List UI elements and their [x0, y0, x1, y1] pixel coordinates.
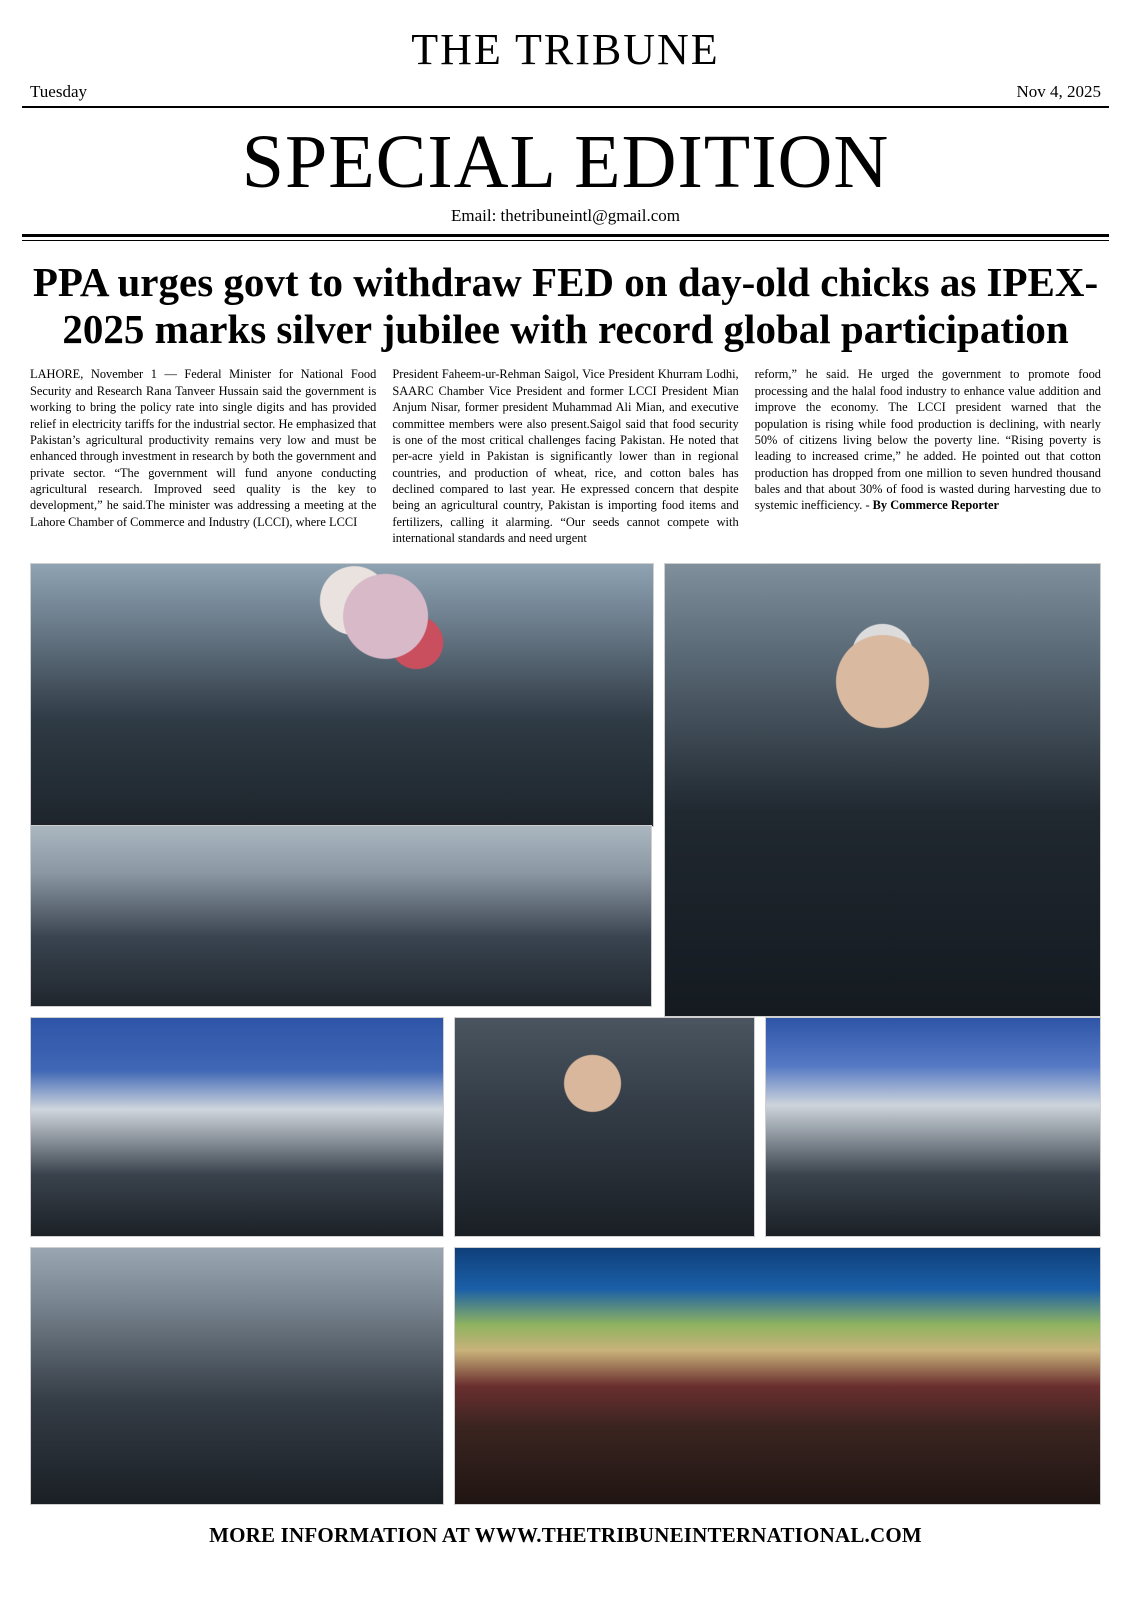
masthead-date: Nov 4, 2025 — [1016, 82, 1101, 101]
photo-stall-visit — [30, 1247, 444, 1505]
article-column-3 — [755, 366, 1101, 546]
photo-delegation-walk — [30, 825, 652, 1007]
masthead-title: THE TRIBUNE — [411, 25, 720, 74]
photo-row-3 — [30, 1017, 1101, 1237]
photo-speaker-at-podium — [664, 563, 1101, 1017]
photo-row-2 — [30, 825, 652, 1007]
photo-grid — [22, 557, 1109, 1505]
footer-note: MORE INFORMATION AT WWW.THETRIBUNEINTERNATIONAL.COM — [209, 1522, 922, 1547]
photo-panel-stage — [454, 1247, 1101, 1505]
masthead-day: Tuesday — [30, 82, 87, 101]
photo-speaker-waving — [454, 1017, 755, 1237]
masthead — [22, 0, 1109, 241]
photo-shield-presentation-left — [30, 1017, 444, 1237]
photo-row-4 — [30, 1247, 1101, 1505]
article-body — [22, 366, 1109, 556]
article-headline: PPA urges govt to withdraw FED on day-old chicks as IPEX-2025 marks silver jubilee with record global participation — [32, 259, 1099, 352]
photo-shield-presentation-right — [765, 1017, 1101, 1237]
article-column-3-text: reform,” he said. He urged the government to promote food processing and the halal food industry to enhance value addition and improve the economy. The LCCI president warned that the population is rising while food production is declining, with nearly 50% of citizens living below the poverty line. “Rising poverty is leading to increased crime,” he added. He pointed out that cotton production has dropped from one million to seven hundred thousand bales and that about 30% of food is wasted during harvesting due to systemic inefficiency. - — [754, 367, 1101, 513]
article-column-2: President Faheem-ur-Rehman Saigol, Vice President Khurram Lodhi, SAARC Chamber Vice President and former LCCI President Mian Anjum Nisar, former president Muhammad Ali Mian, and executive committee members were also present.Saigol said that food security is one of the most critical challenges facing Pakistan. He noted that per-acre yield in Pakistan is significantly lower than in regional countries, and production of wheat, rice, and cotton bales has declined compared to last year. He expressed concern that despite being an agricultural country, Pakistan is importing food items and fertilizers, calling it alarming. “Our seeds cannot compete with international standards and need urgent — [392, 367, 739, 546]
photo-group-handshake-flowers — [30, 563, 654, 827]
special-edition-title: SPECIAL EDITION — [241, 120, 890, 204]
article-byline: By Commerce Reporter — [872, 498, 1000, 513]
masthead-meta — [22, 72, 1109, 108]
masthead-divider — [22, 234, 1109, 241]
masthead-email: Email: thetribuneintl@gmail.com — [450, 206, 681, 225]
article-column-1: LAHORE, November 1 — Federal Minister for National Food Security and Research Rana Tanveer Hussain said the government is working to bring the policy rate into single digits and has provided relief in electricity tariffs for the industrial sector. He emphasized that Pakistan’s agricultural productivity remains very low and must be enhanced through investment in research by both the government and private sector. “The government will fund anyone conducting agricultural research. Improved seed quality is the key to development,” he said.The minister was addressing a meeting at the Lahore Chamber of Commerce and Industry (LCCI), where LCCI — [30, 367, 377, 529]
